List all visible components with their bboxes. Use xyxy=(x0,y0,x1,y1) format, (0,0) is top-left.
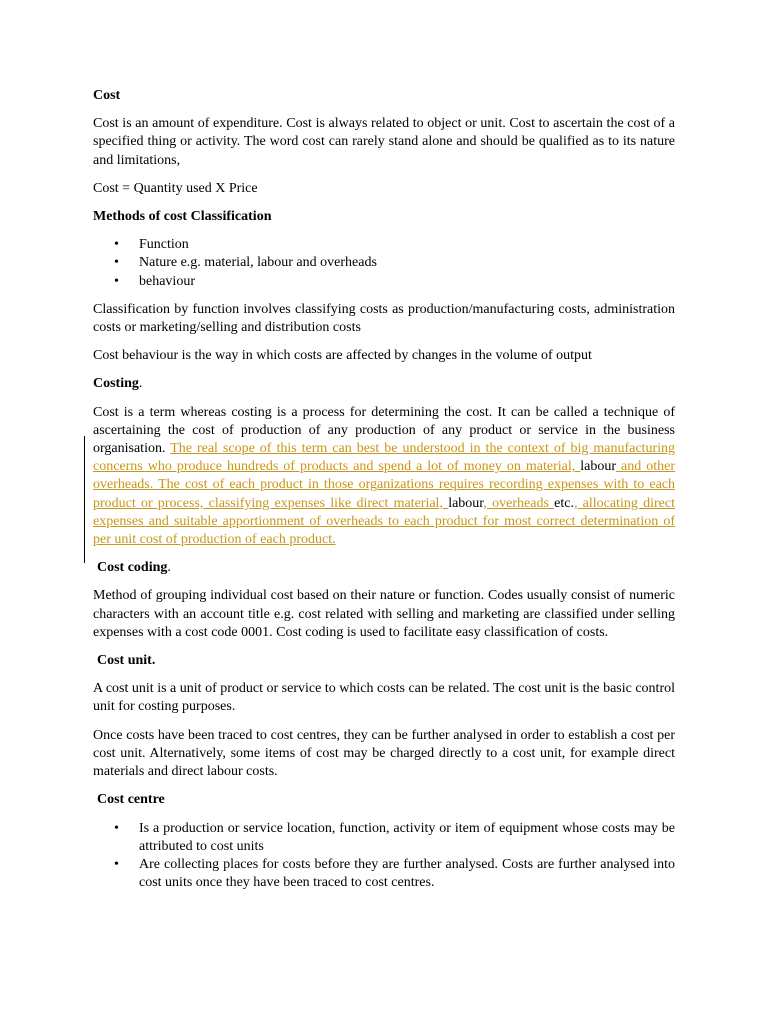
heading-cost-coding xyxy=(93,559,675,577)
heading-costing-suffix: . xyxy=(138,376,143,392)
costing-text-2: labour xyxy=(580,459,616,475)
heading-cost-coding-suffix: . xyxy=(167,560,171,576)
heading-costing-text: Costing xyxy=(93,376,139,392)
bullet-icon: • xyxy=(114,856,119,872)
list-item xyxy=(93,254,675,272)
list-item xyxy=(93,820,675,856)
list-item xyxy=(93,273,675,291)
paragraph-cost-formula: Cost = Quantity used X Price xyxy=(93,180,258,196)
paragraph-cost-unit-traced: Once costs have been traced to cost centres, they can be further analysed in order to establish a cost per cost unit. Alternatively, some items of cost may be charged directly to a cost unit, for example direct materials and direct labour costs. xyxy=(93,727,675,780)
heading-methods: Methods of cost Classification xyxy=(93,209,272,225)
cost-centre-list xyxy=(93,820,675,893)
heading-cost-coding-text: Cost coding xyxy=(97,560,168,576)
heading-cost: Cost xyxy=(93,88,121,103)
paragraph-costing xyxy=(93,404,675,550)
costing-text-1: Cost is a term whereas costing is a process for determining the cost. It can be called a technique of ascertaining the cost of production of any production of any product or service in the business organisation. xyxy=(93,404,675,457)
list-item-text: Nature e.g. material, labour and overheads xyxy=(139,255,377,271)
costing-text-3: labour xyxy=(448,495,484,511)
paragraph-cost-behaviour: Cost behaviour is the way in which costs are affected by changes in the volume of output xyxy=(93,348,592,364)
list-item-text: behaviour xyxy=(139,273,195,289)
bullet-icon: • xyxy=(114,820,119,836)
change-bar xyxy=(84,436,85,563)
bullet-icon: • xyxy=(114,273,119,289)
heading-cost-centre: Cost centre xyxy=(97,792,165,808)
list-item-text: Is a production or service location, function, activity or item of equipment whose costs may be attributed to cost units xyxy=(139,820,675,854)
paragraph-classification-function: Classification by function involves classifying costs as production/manufacturing costs, administration costs or marketing/selling and distribution costs xyxy=(93,301,675,336)
bullet-icon: • xyxy=(114,255,119,271)
list-item-text: Are collecting places for costs before they are further analysed. Costs are further analysed into cost units once they have been traced to cost centres. xyxy=(139,856,675,891)
list-item-text: Function xyxy=(139,237,189,253)
paragraph-cost-coding: Method of grouping individual cost based on their nature or function. Codes usually consist of numeric characters with an account title e.g. cost related with selling and marketing are classified under selling expenses with a cost code 0001. Cost coding is used to facilitate easy classification of costs. xyxy=(93,588,675,640)
costing-text-4: etc. xyxy=(554,495,574,511)
heading-costing xyxy=(93,375,675,393)
tracked-insertion: , allocating direct expenses and suitable apportionment of overheads to each product for most correct determination of per unit cost of production of each product. xyxy=(93,495,675,548)
heading-cost-unit: Cost unit. xyxy=(97,653,156,669)
tracked-insertion: , overheads xyxy=(483,495,555,511)
document-body xyxy=(93,87,675,902)
list-item xyxy=(93,236,675,254)
tracked-insertion: and other overheads. The cost of each product in those organizations requires recording expenses with to each product or process, classifying expenses like direct material, xyxy=(93,459,675,511)
tracked-insertion: The real scope of this term can best be understood in the context of big manufacturing concerns who produce hundreds of products and spend a lot of money on material, xyxy=(93,441,676,475)
list-item xyxy=(93,856,675,892)
methods-list xyxy=(93,236,675,291)
paragraph-cost-unit-definition: A cost unit is a unit of product or service to which costs can be related. The cost unit is the basic control unit for costing purposes. xyxy=(93,681,675,715)
paragraph-cost-definition: Cost is an amount of expenditure. Cost is always related to object or unit. Cost to ascertain the cost of a specified thing or activity. The word cost can rarely stand alone and should be qualified as to its nature and limitations, xyxy=(93,116,675,168)
bullet-icon: • xyxy=(114,237,119,253)
